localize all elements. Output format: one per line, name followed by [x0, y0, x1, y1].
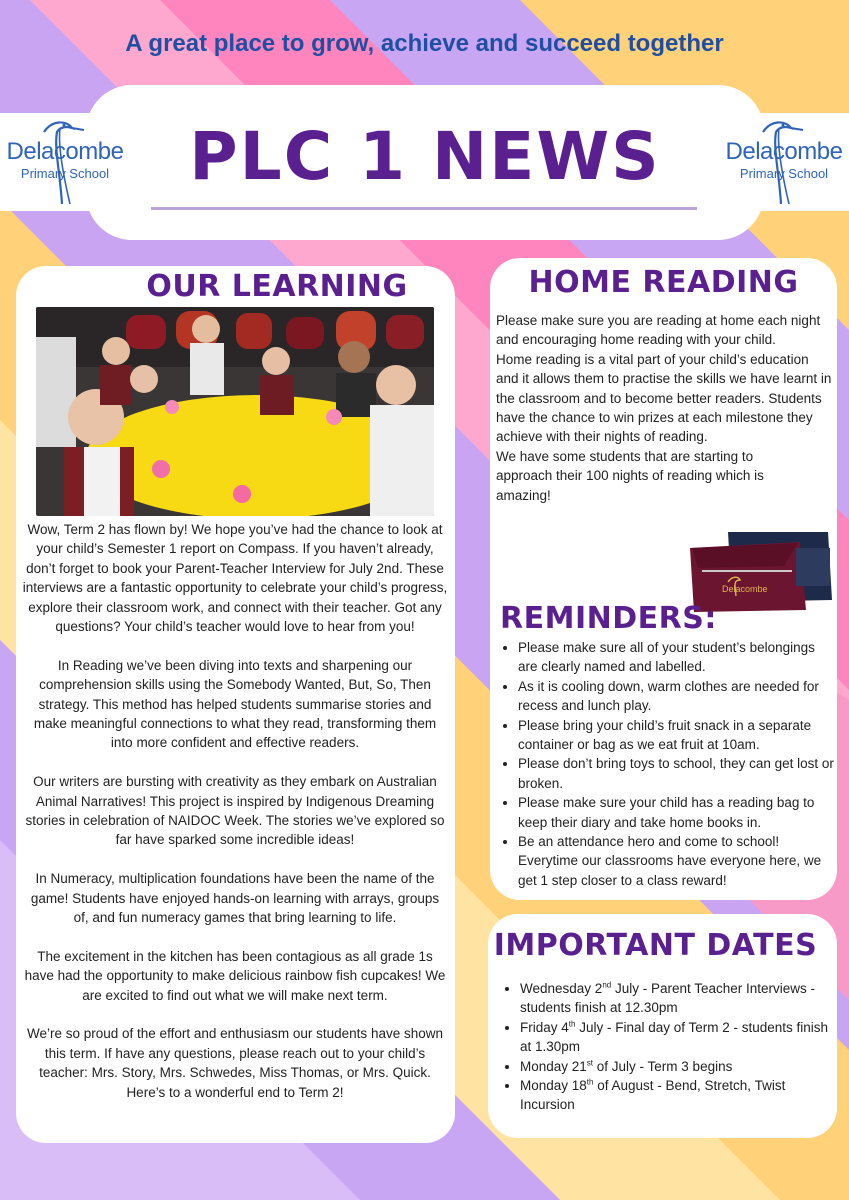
date-day: Monday 21	[520, 1058, 587, 1074]
date-day: Friday 4	[520, 1019, 569, 1035]
reading-bag-image	[688, 530, 833, 612]
learning-paragraph: In Reading we’ve been diving into texts and sharpening our comprehension skills using the Somebody Wanted, But, So, Then strategy. This method has helped students summarise stories and make meaningful connections to what they read, transforming them into more confident and effective readers.	[33, 657, 437, 751]
date-description: of August - Bend, Stretch, Twist Incursion	[520, 1078, 786, 1113]
reminders-list	[496, 638, 834, 890]
learning-paragraph: Wow, Term 2 has flown by! We hope you’ve had the chance to look at your child’s Semester 1 report on Compass. If you haven’t already, don’t forget to book your Parent-Teacher Interview for July 2nd. These interviews are a fantastic opportunity to celebrate your child’s progress, explore their classroom work, and connect with their teacher. Got any questions? Your child’s teacher would love to hear from you!	[22, 522, 448, 635]
date-item	[520, 1018, 832, 1057]
logo-name: Delacombe	[6, 138, 124, 165]
date-day: Monday 18	[520, 1078, 587, 1094]
reminder-item: • Be an attendance hero and come to school! Everytime our classrooms have everyone here, we get 1 step closer to a class reward!	[518, 832, 834, 890]
home-reading-line: Home reading is a vital part of your child’s education and it allows them to practise the skills we have learnt in the classroom and to become better readers. Students have the chance to win prizes at each milestone they achieve with their nights of reading.	[496, 351, 832, 445]
learning-paragraph: We’re so proud of the effort and enthusiasm our students have shown this term. If have any questions, please reach out to your child’s teacher: Mrs. Story, Mrs. Schwedes, Miss Thomas, or Mrs. Quick.	[26, 1026, 443, 1081]
learning-paragraph: In Numeracy, multiplication foundations have been the name of the game! Students have enjoyed hands-on learning with arrays, groups of, and fun numeracy games that bring learning to life.	[30, 871, 440, 926]
reminder-item: • Please bring your child’s fruit snack in a separate container or bag as we eat fruit at 10am.	[518, 716, 834, 755]
classroom-photo	[36, 307, 434, 516]
date-suffix: nd	[602, 980, 612, 990]
date-description: of July - Term 3 begins	[593, 1058, 733, 1074]
date-item	[520, 1076, 832, 1115]
home-reading-heading: HOME READING	[528, 265, 799, 300]
date-suffix: th	[586, 1077, 594, 1087]
reminder-item: • Please don’t bring toys to school, they can get lost or broken.	[518, 754, 834, 793]
date-item	[520, 979, 832, 1018]
reading-bag-icon	[688, 530, 833, 612]
page-title: PLC 1 NEWS	[189, 118, 661, 195]
learning-paragraph: The excitement in the kitchen has been contagious as all grade 1s have had the opportunity to make delicious rainbow fish cupcakes! We are excited to find out what we will make next term.	[24, 948, 446, 1003]
home-reading-body	[496, 311, 834, 505]
logo-subtitle: Primary School	[20, 166, 110, 181]
reminder-item: • Please make sure all of your student’s belongings are clearly named and labelled.	[518, 638, 834, 677]
important-dates-list	[498, 979, 832, 1115]
home-reading-line: We have some students that are starting to approach their 100 nights of reading which is amazing!	[496, 448, 764, 503]
svg-text:Delacombe: Delacombe	[722, 584, 768, 594]
date-day: Wednesday 2	[520, 981, 603, 996]
reminder-item: • Please make sure your child has a reading bag to keep their diary and take home books in.	[518, 793, 834, 832]
date-description: July - Final day of Term 2 - students finish at 1.30pm	[520, 1019, 829, 1055]
classroom-cupcake-photo-icon	[36, 307, 434, 516]
date-item	[520, 1057, 832, 1076]
learning-closing: Here’s to a wonderful end to Term 2!	[126, 1084, 344, 1100]
date-description: July - Parent Teacher Interviews - students finish at 12.30pm	[520, 981, 816, 1016]
reminder-item: • As it is cooling down, warm clothes are needed for recess and lunch play.	[518, 677, 834, 716]
logo-subtitle: Primary School	[739, 166, 829, 181]
tagline: A great place to grow, achieve and succeed together	[125, 30, 724, 57]
learning-heading: OUR LEARNING	[146, 269, 408, 304]
title-divider	[151, 207, 697, 210]
important-dates-heading: IMPORTANT DATES	[493, 928, 818, 963]
learning-body	[22, 520, 448, 1102]
learning-paragraph: Our writers are bursting with creativity as they embark on Australian Animal Narratives! This project is inspired by Indigenous Dreaming stories in celebration of NAIDOC Week. The stories we’ve explored so far have sparked some incredible ideas!	[25, 774, 445, 848]
reminders-heading: REMINDERS:	[500, 601, 717, 636]
date-suffix: st	[586, 1058, 594, 1068]
home-reading-line: Please make sure you are reading at home each night and encouraging home reading with your child.	[496, 313, 821, 348]
date-suffix: th	[568, 1019, 576, 1029]
logo-name: Delacombe	[725, 138, 843, 165]
